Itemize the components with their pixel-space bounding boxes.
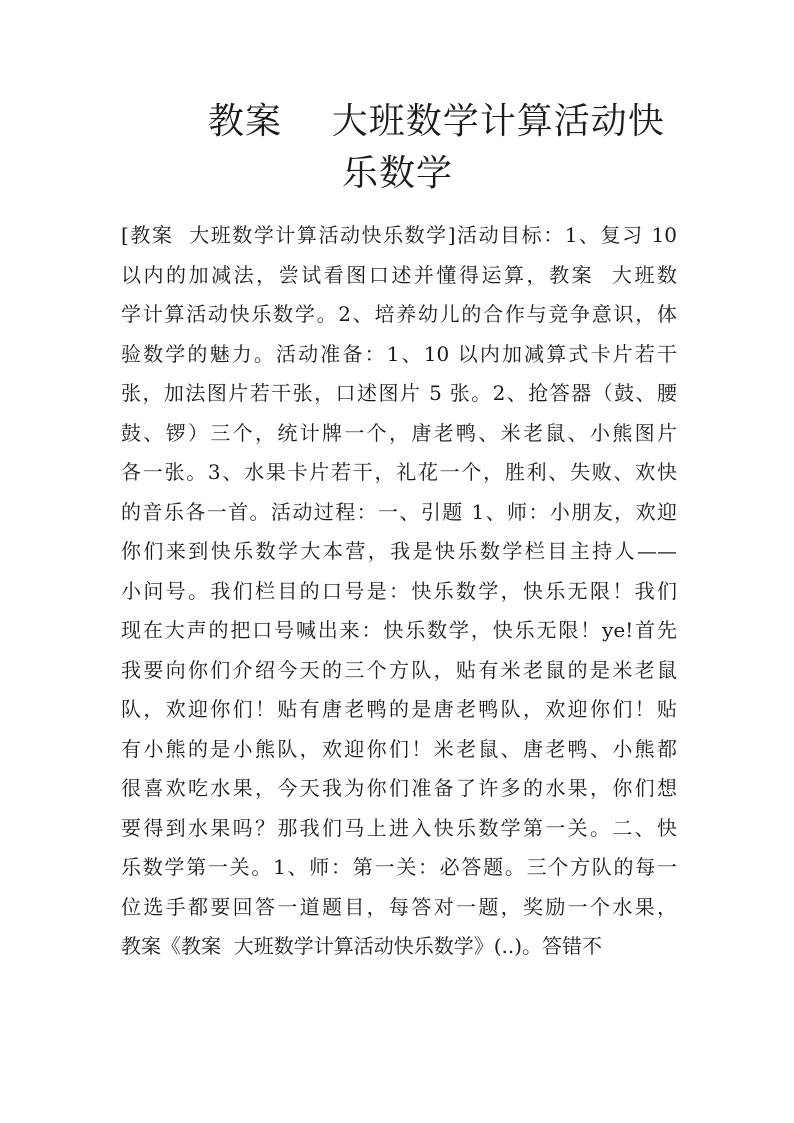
body-text-line: 鼓、锣）三个，统计牌一个，唐老鸭、米老鼠、小熊图片: [121, 420, 677, 445]
body-text-line: 位选手都要回答一道题目，每答对一题，奖励一个水果，: [121, 894, 677, 919]
body-text-line: 张，加法图片若干张，口述图片 5 张。2、抢答器（鼓、腰: [121, 381, 677, 405]
body-text-line: 我要向你们介绍今天的三个方队，贴有米老鼠的是米老鼠: [121, 657, 677, 682]
body-text-line: 学计算活动快乐数学。2、培养幼儿的合作与竞争意识，体: [121, 302, 677, 326]
document-title-line-1: 教案 大班数学计算活动快: [208, 101, 665, 142]
body-text-line: [教案 大班数学计算活动快乐数学]活动目标：1、复习 10: [121, 223, 677, 247]
body-text-line: 现在大声的把口号喊出来：快乐数学，快乐无限！ye!首先: [121, 618, 677, 642]
document-body: [121, 216, 677, 967]
body-text-line: 的音乐各一首。活动过程：一、引题 1、师：小朋友，欢迎: [121, 499, 677, 524]
body-text-line: 以内的加减法，尝试看图口述并懂得运算，教案 大班数: [121, 262, 677, 287]
body-text-line: 很喜欢吃水果，今天我为你们准备了许多的水果，你们想: [121, 776, 677, 800]
body-text-line: 你们来到快乐数学大本营，我是快乐数学栏目主持人——: [121, 539, 677, 563]
body-text-line: 队，欢迎你们！贴有唐老鸭的是唐老鸭队，欢迎你们！贴: [121, 697, 677, 721]
body-text-line: 教案《教案 大班数学计算活动快乐数学》(..)。答错不: [121, 934, 603, 958]
body-text-line: 小问号。我们栏目的口号是：快乐数学，快乐无限！我们: [121, 578, 677, 603]
body-text-line: 有小熊的是小熊队，欢迎你们！米老鼠、唐老鸭、小熊都: [121, 736, 677, 761]
document-title: [0, 96, 794, 200]
document-title-line-2: 乐数学: [342, 153, 454, 194]
body-text-line: 乐数学第一关。1、师：第一关：必答题。三个方队的每一: [121, 855, 677, 879]
body-text-line: 各一张。3、水果卡片若干，礼花一个，胜利、失败、欢快: [121, 460, 677, 484]
body-text-line: 要得到水果吗？那我们马上进入快乐数学第一关。二、快: [121, 815, 677, 840]
body-text-line: 验数学的魅力。活动准备：1、10 以内加减算式卡片若干: [121, 341, 677, 366]
